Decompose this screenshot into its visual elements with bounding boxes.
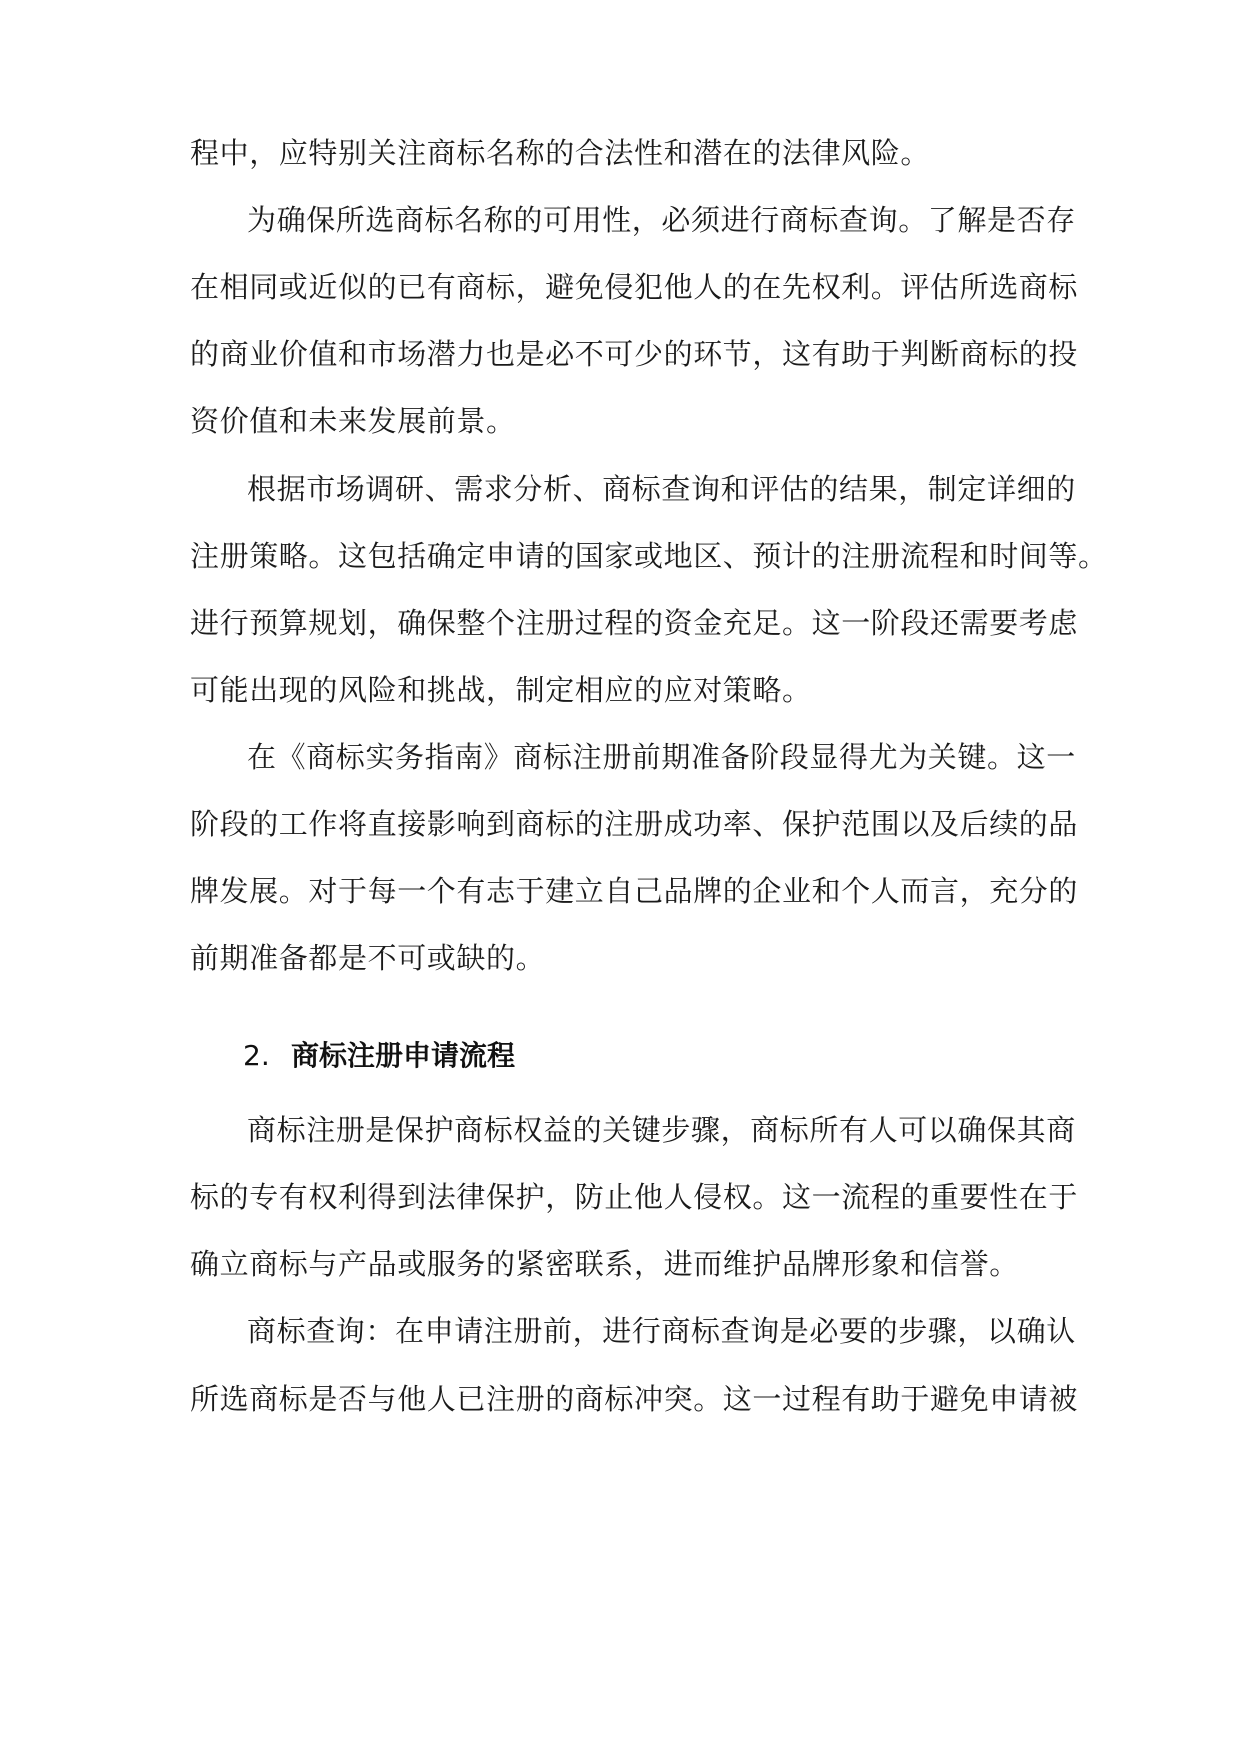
paragraph-line: 阶段的工作将直接影响到商标的注册成功率、保护范围以及后续的品 bbox=[190, 807, 1079, 841]
paragraph-line: 所选商标是否与他人已注册的商标冲突。这一过程有助于避免申请被 bbox=[190, 1382, 1079, 1416]
paragraph-line: 的商业价值和市场潜力也是必不可少的环节，这有助于判断商标的投 bbox=[190, 337, 1079, 371]
section-number: 2. bbox=[243, 1039, 270, 1072]
section-heading bbox=[243, 1037, 515, 1075]
paragraph-line: 为确保所选商标名称的可用性，必须进行商标查询。了解是否存 bbox=[247, 203, 1076, 237]
paragraph-line: 标的专有权利得到法律保护，防止他人侵权。这一流程的重要性在于 bbox=[190, 1180, 1079, 1214]
paragraph-line: 进行预算规划，确保整个注册过程的资金充足。这一阶段还需要考虑 bbox=[190, 606, 1079, 640]
section-title: 商标注册申请流程 bbox=[291, 1039, 516, 1072]
paragraph-line: 程中，应特别关注商标名称的合法性和潜在的法律风险。 bbox=[190, 136, 931, 170]
paragraph-line: 在《商标实务指南》商标注册前期准备阶段显得尤为关键。这一 bbox=[247, 740, 1076, 774]
paragraph-line: 在相同或近似的已有商标，避免侵犯他人的在先权利。评估所选商标 bbox=[190, 270, 1079, 304]
paragraph-line: 前期准备都是不可或缺的。 bbox=[190, 941, 546, 975]
paragraph-line: 资价值和未来发展前景。 bbox=[190, 404, 516, 438]
paragraph-line: 可能出现的风险和挑战，制定相应的应对策略。 bbox=[190, 673, 812, 707]
paragraph-line: 根据市场调研、需求分析、商标查询和评估的结果，制定详细的 bbox=[247, 472, 1076, 506]
paragraph-line: 牌发展。对于每一个有志于建立自己品牌的企业和个人而言，充分的 bbox=[190, 874, 1079, 908]
paragraph-line: 商标注册是保护商标权益的关键步骤，商标所有人可以确保其商 bbox=[247, 1113, 1076, 1147]
paragraph-line: 确立商标与产品或服务的紧密联系，进而维护品牌形象和信誉。 bbox=[190, 1247, 1019, 1281]
paragraph-line: 商标查询：在申请注册前，进行商标查询是必要的步骤，以确认 bbox=[247, 1314, 1076, 1348]
paragraph-line: 注册策略。这包括确定申请的国家或地区、预计的注册流程和时间等。 bbox=[190, 539, 1108, 573]
